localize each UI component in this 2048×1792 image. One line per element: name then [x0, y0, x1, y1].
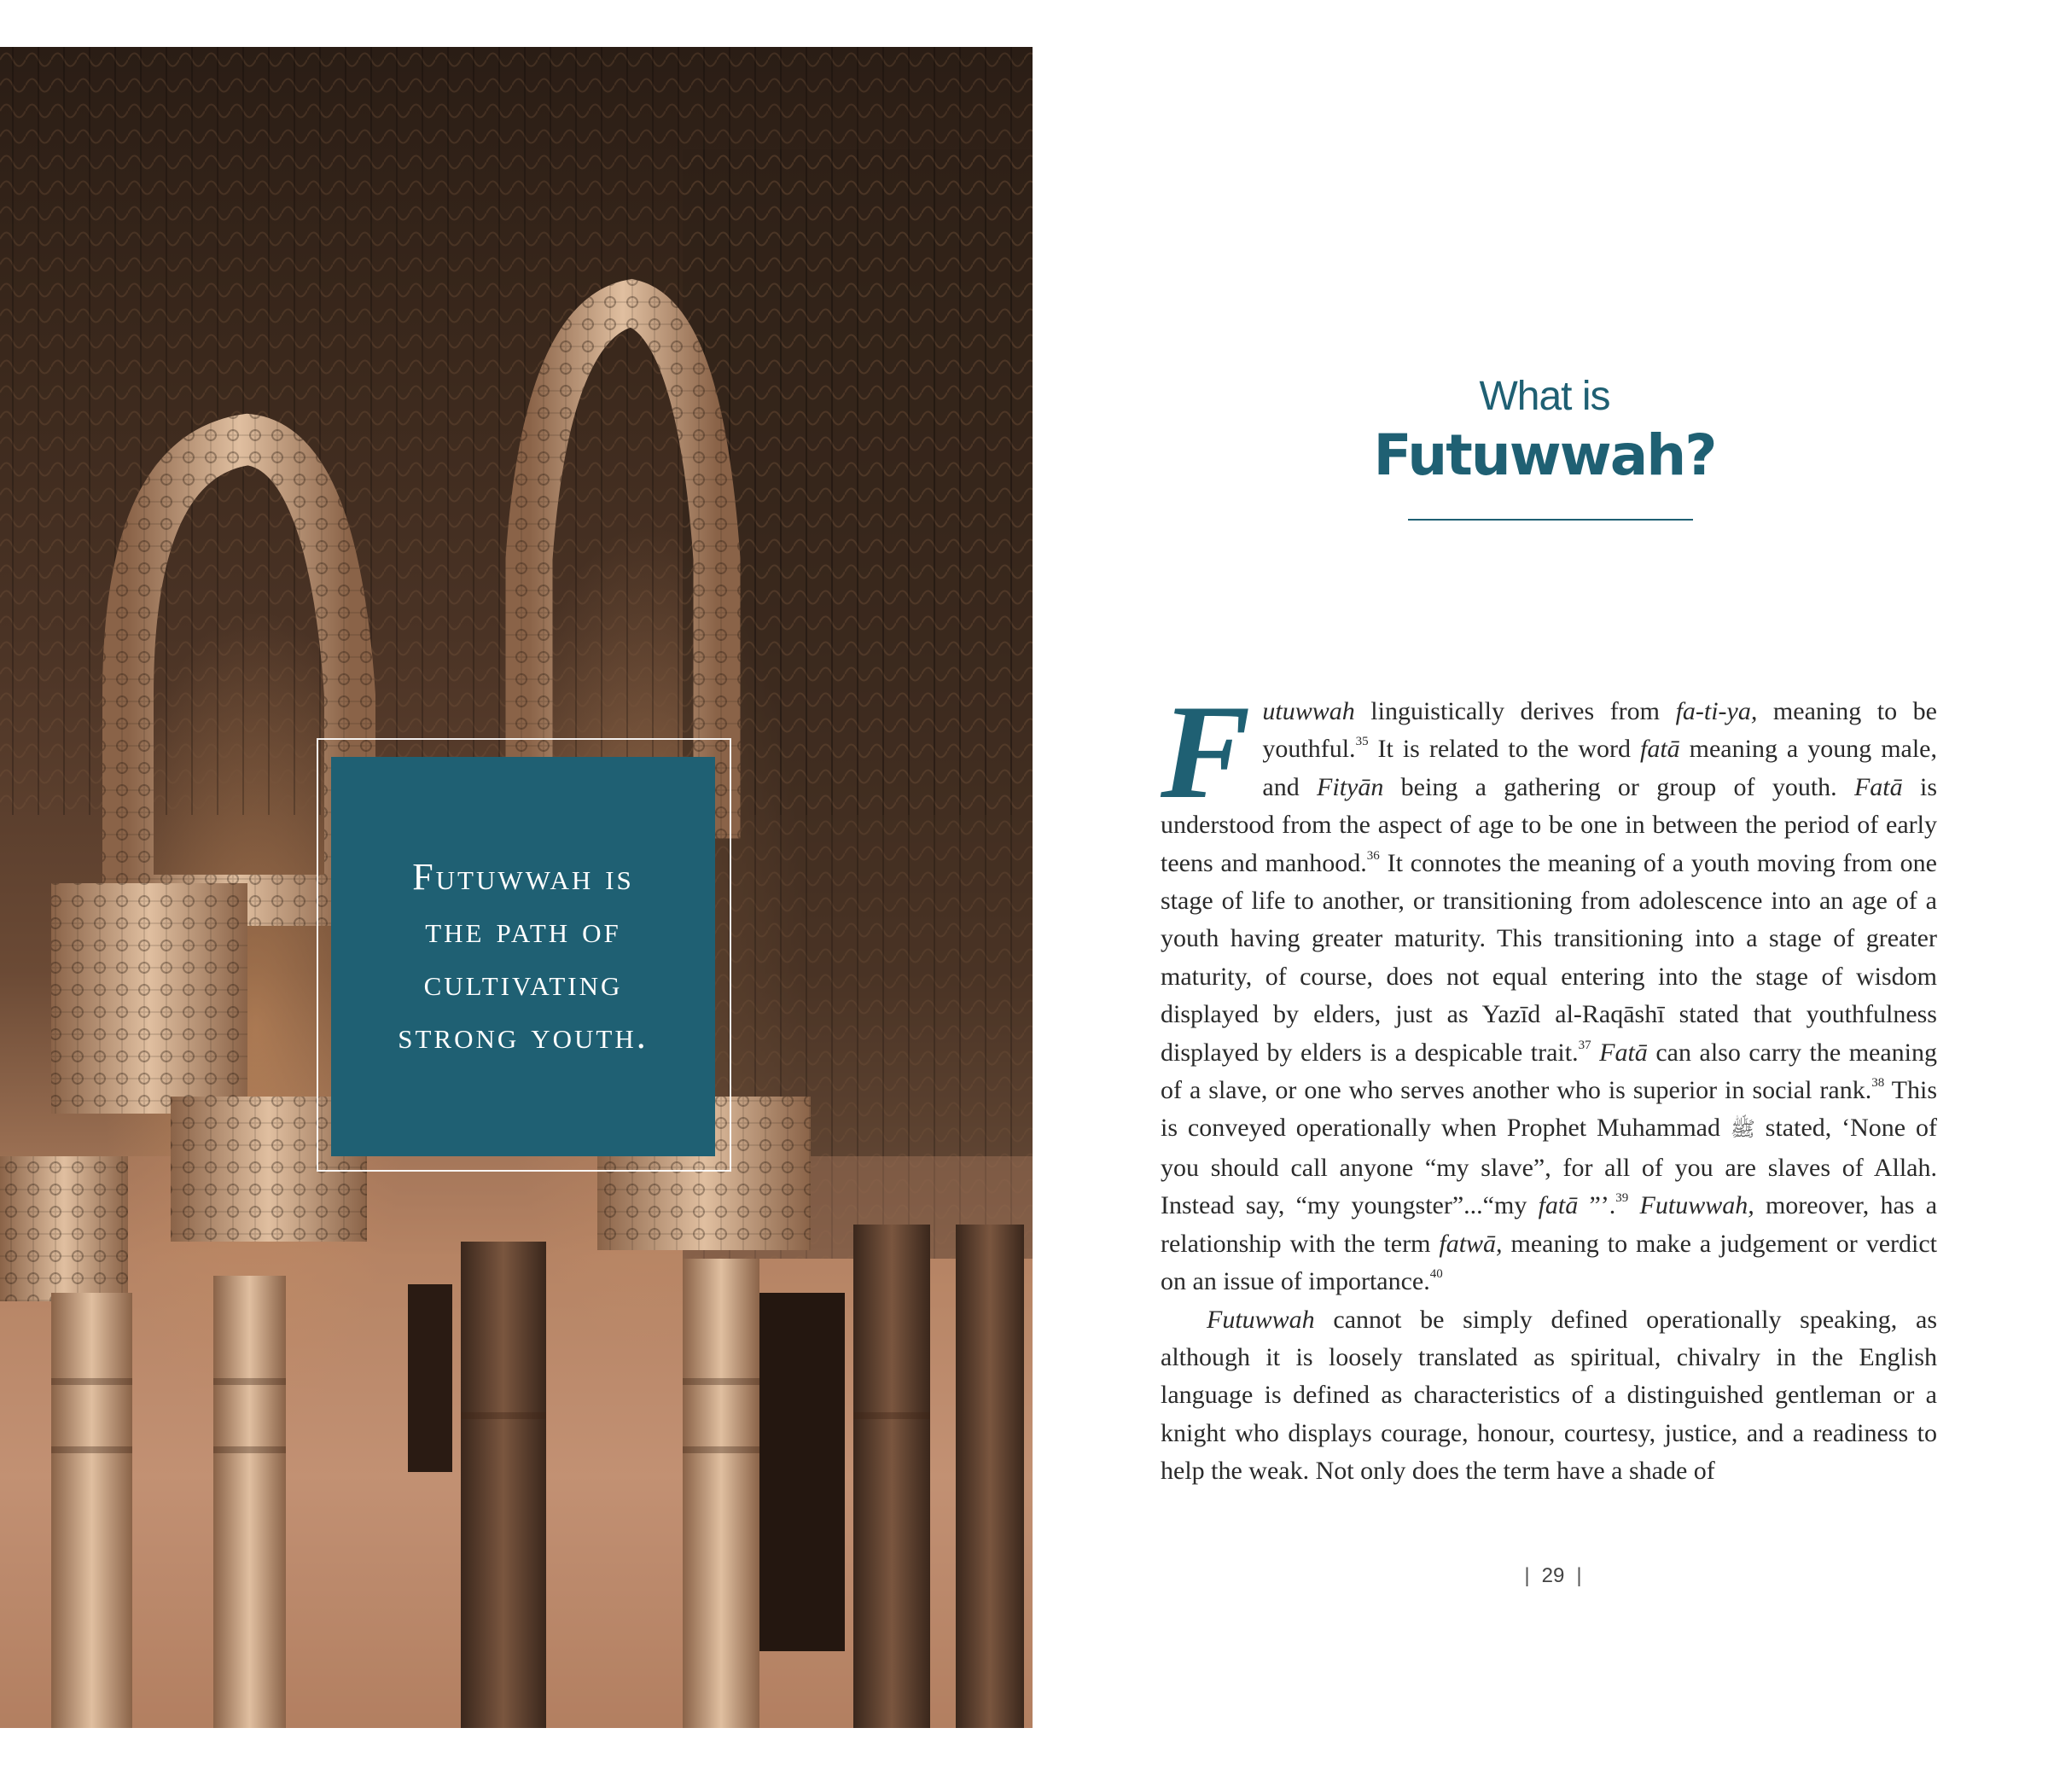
text-run: meaning to make a judgement or verdict on an issue of importance.: [1161, 1229, 1937, 1296]
paragraph-2: [1161, 1301, 1937, 1491]
page-number-value: 29: [1541, 1564, 1565, 1587]
text-run: This is conveyed operationally when Prophet Muhammad: [1161, 1076, 1937, 1143]
italic-term: Fatā: [1853, 772, 1903, 801]
page-number-bar-right: |: [1576, 1564, 1582, 1587]
footnote-ref: 40: [1429, 1267, 1443, 1282]
text-run: [1591, 1039, 1600, 1067]
footnote-ref: 38: [1871, 1076, 1885, 1091]
footnote-ref: 35: [1355, 735, 1369, 749]
italic-term: fatā: [1640, 735, 1680, 764]
text-run: can also carry the meaning of a slave, or one who serves another who is superior in social rank.: [1161, 1038, 1937, 1105]
text-run: ”’.: [1578, 1191, 1616, 1220]
italic-term: Futuwwah: [1207, 1305, 1315, 1334]
text-run: cannot be simply defined operationally speaking, as although it is loosely translated as spiritual, chivalry in the English language is defined as characteristics of a distinguished gentleman or a knight who displays courage, honour, courtesy, justice, and a readiness to help the weak. Not only does the term have a shade of: [1161, 1305, 1937, 1486]
pull-quote-box: [331, 757, 715, 1156]
italic-term: fa-ti-ya,: [1675, 697, 1758, 725]
drop-cap: F: [1161, 678, 1251, 827]
chapter-heading-small: What is: [1479, 374, 1610, 419]
italic-term: Fatā: [1599, 1038, 1648, 1067]
chapter-heading-title: Futuwwah?: [1373, 422, 1716, 488]
paragraph-1: [1161, 678, 1938, 1301]
honorific-glyph: ﷺ: [1730, 1119, 1755, 1142]
text-run: It connotes the meaning of a youth moving from one stage of life to another, or transitioning from adolescence into an age of a youth having greater maturity. This transitioning into a stage of greater maturity, of course, does not equal entering into the stage of wisdom displayed by elders, just as Yazīd al-Raqāshī stated that youthfulness displayed by elders is a despicable trait.: [1161, 848, 1937, 1067]
italic-term: Futuwwah,: [1639, 1191, 1754, 1220]
text-run: meaning to be youthful.: [1262, 697, 1937, 764]
footnote-ref: 39: [1615, 1191, 1629, 1206]
text-run: [1628, 1191, 1639, 1219]
page-number-bar-left: |: [1524, 1564, 1530, 1587]
italic-term: fatā: [1538, 1191, 1579, 1220]
italic-term: fatwā,: [1439, 1229, 1503, 1258]
italic-term: utuwwah: [1262, 697, 1355, 725]
italic-term: Fityān: [1317, 772, 1384, 801]
footnote-ref: 36: [1366, 848, 1380, 863]
text-run: It is related to the word: [1368, 735, 1640, 764]
pull-quote-text: Futuwwah is the path of cultivating strong youth.: [398, 856, 649, 1056]
arches-photo: [0, 47, 1033, 1728]
text-run: linguistically derives from: [1354, 697, 1676, 725]
text-run: being a gathering or group of youth.: [1383, 772, 1854, 801]
heading-divider: [1408, 519, 1693, 521]
page-number: [1485, 1564, 1621, 1588]
body-text: [1161, 678, 1938, 1491]
text-run: is understood from the aspect of age to be one in between the period of early teens and manhood.: [1161, 772, 1937, 877]
footnote-ref: 37: [1578, 1038, 1591, 1052]
text-run: moreover, has a relationship with the term: [1161, 1191, 1938, 1258]
text-run: stated, ‘None of you should call anyone “my slave”, for all of you are slaves of Allah. Instead say, “my youngster”...“my: [1161, 1114, 1938, 1220]
text-run: meaning a young male, and: [1262, 735, 1937, 801]
